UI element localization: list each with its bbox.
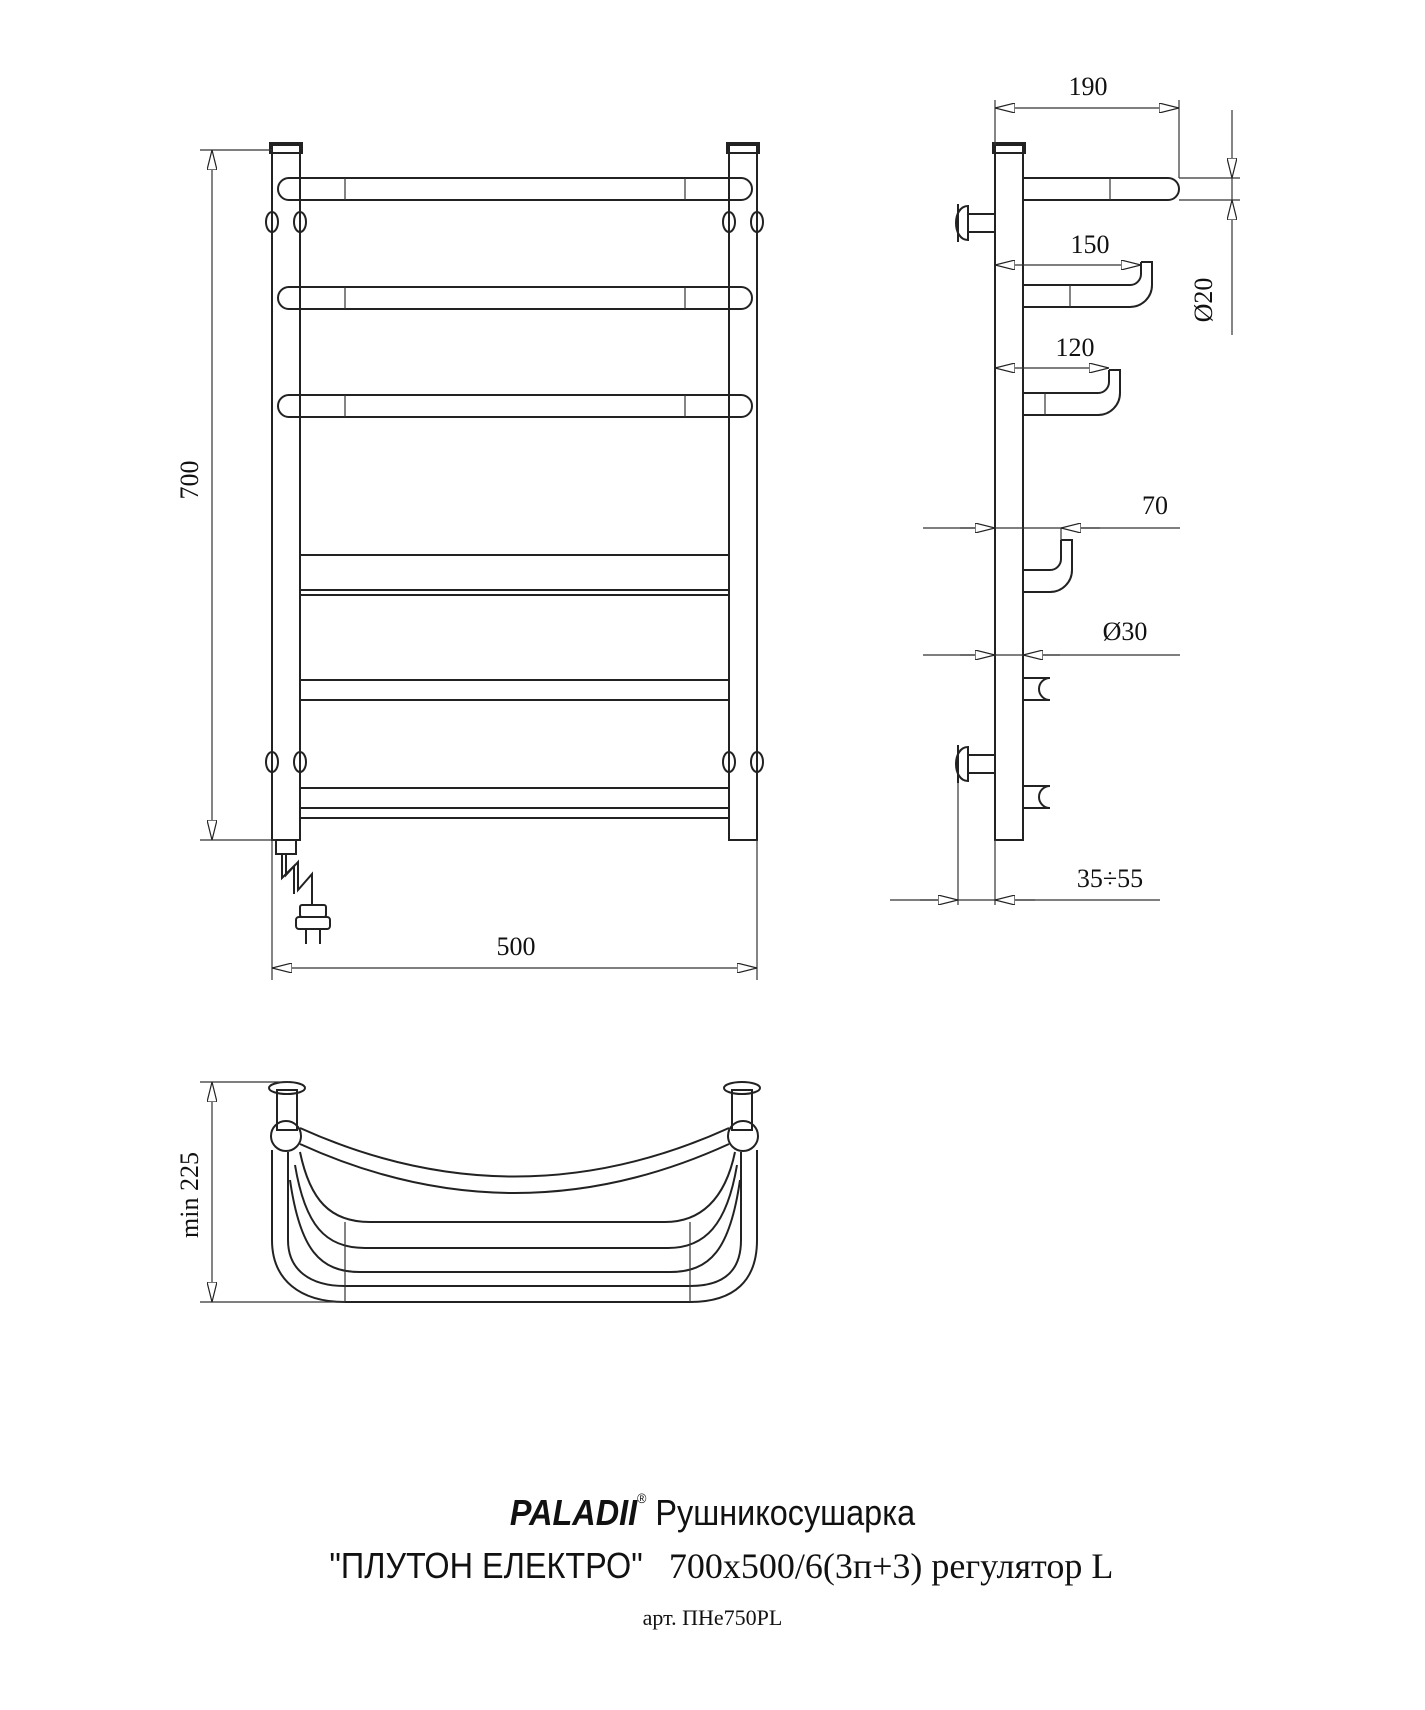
dim-depth-second — [995, 230, 1141, 265]
caption-model — [0, 1545, 1425, 1587]
dim-depth-lower-label: 70 — [1142, 491, 1168, 520]
side-post — [995, 145, 1023, 840]
top-curve-inner — [300, 1144, 729, 1193]
round-bars — [278, 178, 752, 417]
dim-height-label: 700 — [175, 460, 204, 500]
dim-pipe-small — [1179, 110, 1240, 335]
dim-depth-third-label: 120 — [1055, 333, 1095, 362]
heater-cable-plug — [276, 840, 330, 944]
brand-name: PALADII — [509, 1492, 638, 1533]
dim-wall-gap — [890, 783, 1160, 905]
caption-article: арт. ПНе750PL — [642, 1605, 783, 1630]
rect-rungs — [300, 555, 729, 818]
side-bar-150 — [1023, 262, 1152, 307]
side-bar-120 — [1023, 370, 1120, 415]
side-wall-brackets — [956, 204, 995, 783]
side-bar-190 — [1023, 178, 1179, 200]
rung-4 — [300, 808, 729, 818]
dim-height — [175, 150, 276, 840]
dim-min-depth — [175, 1082, 345, 1302]
dim-pipe-large — [923, 617, 1180, 655]
side-tube-mid — [1023, 678, 1050, 700]
top-u-1 — [300, 1152, 735, 1222]
product-type: Рушникосушарка — [655, 1492, 916, 1533]
dim-pipe-small-label: Ø20 — [1189, 277, 1218, 323]
trademark-symbol: ® — [637, 1490, 647, 1506]
left-post — [272, 145, 300, 840]
dim-pipe-large-label: Ø30 — [1102, 617, 1148, 646]
top-view — [175, 1082, 760, 1302]
right-post — [729, 145, 757, 840]
dim-width — [272, 840, 757, 980]
round-bar-2 — [278, 287, 752, 309]
round-bar-1 — [278, 178, 752, 200]
model-spec: 700х500/6(3п+3) регулятор L — [668, 1546, 1114, 1586]
rung-1 — [300, 555, 729, 590]
front-view — [175, 143, 763, 980]
dim-width-label: 500 — [496, 932, 536, 961]
dim-depth-lower — [923, 491, 1180, 540]
round-bar-3 — [278, 395, 752, 417]
rung-3 — [300, 700, 729, 788]
dim-min-depth-label: min 225 — [175, 1152, 204, 1238]
side-tube-70 — [1023, 540, 1072, 592]
rung-2 — [300, 595, 729, 680]
dim-depth-second-label: 150 — [1070, 230, 1110, 259]
dim-depth-top-label: 190 — [1068, 72, 1108, 101]
side-tube-low — [1023, 786, 1050, 808]
top-left-post — [271, 1121, 301, 1151]
top-right-post — [728, 1121, 758, 1151]
wall-mounts — [266, 212, 763, 772]
side-view — [890, 72, 1240, 905]
dim-depth-third — [995, 333, 1109, 368]
caption-title — [71, 1490, 1354, 1534]
top-u-outer-inner — [288, 1152, 741, 1286]
dim-wall-gap-label: 35÷55 — [1076, 864, 1144, 893]
model-name: "ПЛУТОН ЕЛЕКТРО" — [329, 1545, 643, 1586]
